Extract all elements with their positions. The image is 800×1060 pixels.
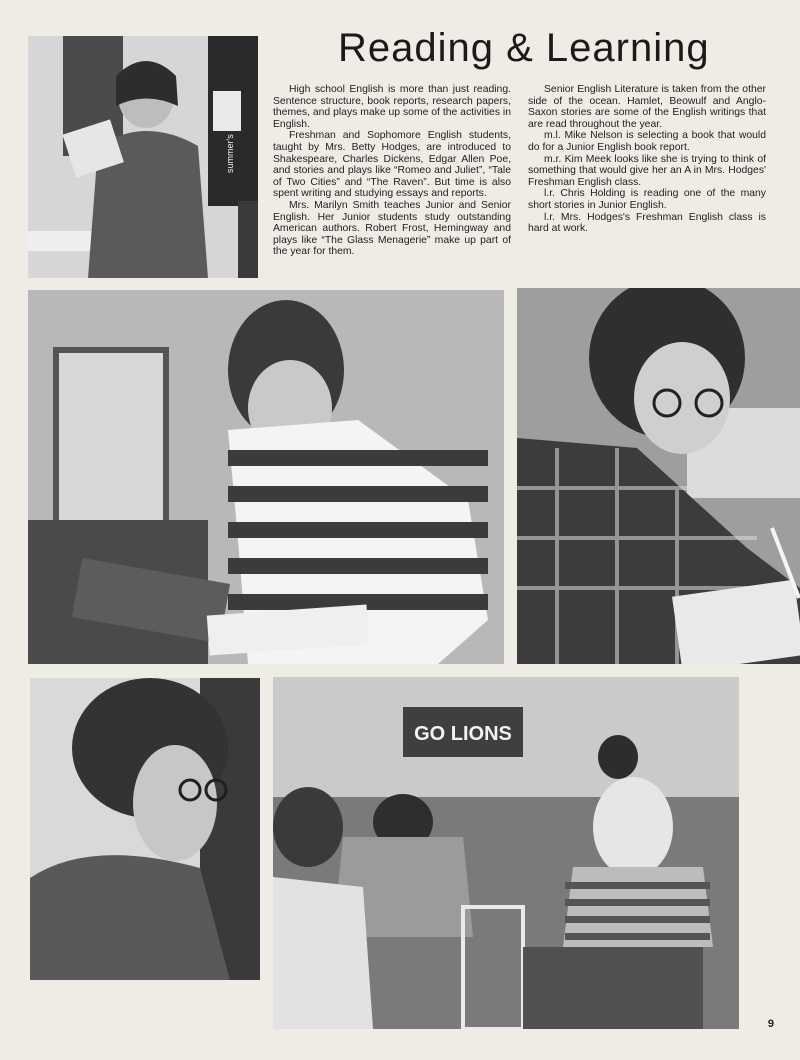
striped-sweater <box>563 867 713 947</box>
photo-class-at-work <box>273 677 739 1029</box>
caption: m.r. Kim Meek looks like she is trying to think of something that would give her an A in Mrs. Hodges' Freshman English class. <box>528 153 766 188</box>
banner-text: GO LIONS <box>414 723 512 745</box>
photo-teacher-reading <box>28 36 258 278</box>
page-number: 9 <box>767 1018 774 1030</box>
paragraph: Senior English Literature is taken from the other side of the ocean. Hamlet, Beowulf and Anglo-Saxon stories are some of the English writings that are read throughout the year. <box>528 84 766 130</box>
caption: l.r. Mrs. Hodges's Freshman English class is hard at work. <box>528 211 766 235</box>
text-column-right <box>528 84 766 235</box>
paragraph: High school English is more than just reading. Sentence structure, book reports, research papers, themes, and plays make up some of the activities in English. <box>273 84 511 130</box>
paragraph: Mrs. Marilyn Smith teaches Junior and Senior English. Her Junior students study outstanding American authors. Robert Frost, Hemingway and plays like “The Glass Menagerie” make up part of the year for them. <box>273 199 511 258</box>
page-title: Reading & Learning <box>338 26 710 70</box>
paragraph: Freshman and Sophomore English students, taught by Mrs. Betty Hodges, are introduced to Shakespeare, Charles Dickens, Edgar Allen Poe, and stories and plays like “Romeo and Juliet”, “Tale of Two Cities” and “The Raven”. But time is also spent writing and studying essays and reports. <box>273 130 511 200</box>
photo-student-selecting-book <box>28 290 504 664</box>
text-column-left <box>273 84 511 258</box>
caption: m.l. Mike Nelson is selecting a book that would do for a Junior English book report. <box>528 130 766 153</box>
photo-student-thinking <box>517 288 800 664</box>
photo-student-reading <box>30 678 260 980</box>
caption: l.r. Chris Holding is reading one of the many short stories in Junior English. <box>528 188 766 211</box>
poster-text: summer's <box>225 134 235 173</box>
